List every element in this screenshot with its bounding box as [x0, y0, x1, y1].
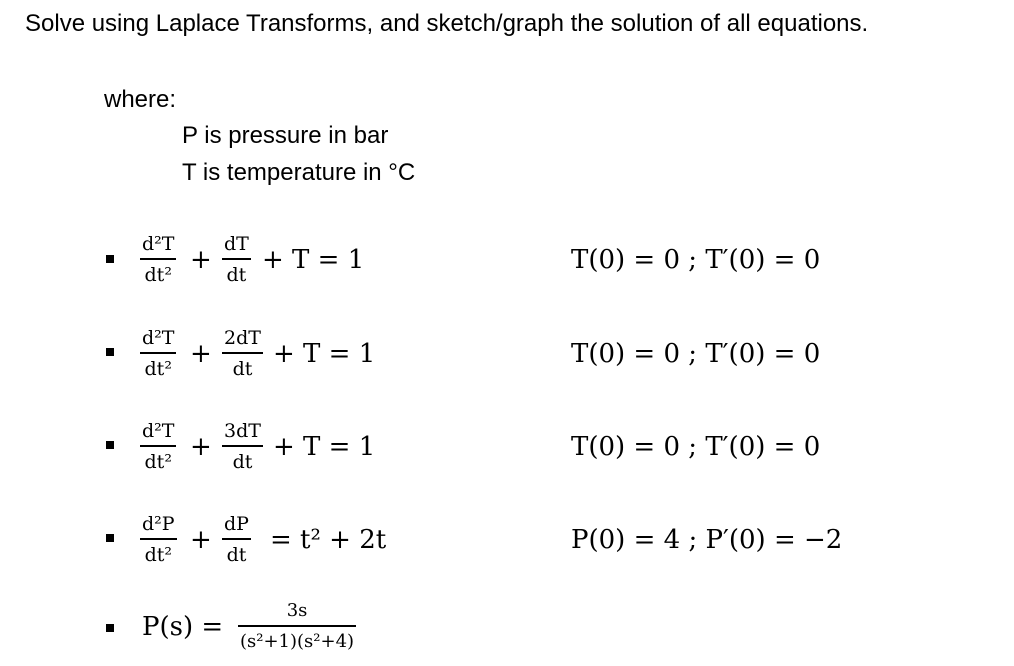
fraction-denominator: dt² — [144, 357, 172, 380]
plus-sign: + — [190, 525, 212, 555]
fraction-denominator: dt² — [144, 543, 172, 566]
initial-conditions: T(0) = 0 ; T′(0) = 0 — [571, 339, 821, 369]
fraction-bar — [140, 352, 176, 354]
fraction-dt-dt — [222, 233, 251, 286]
fraction-bar — [222, 538, 251, 540]
fraction-denominator: dt — [226, 543, 247, 566]
fraction-numerator: d²T — [142, 420, 175, 442]
fraction-dp-dt — [222, 513, 251, 566]
fraction-d2t-dt2 — [140, 233, 176, 286]
equation-rhs: + T = 1 — [273, 432, 376, 462]
fraction-bar — [222, 352, 263, 354]
fraction-3dt-dt — [222, 420, 263, 473]
fraction-d2p-dt2 — [140, 513, 177, 566]
plus-sign: + — [190, 245, 212, 275]
fraction-denominator: dt — [232, 357, 253, 380]
ps-lhs: P(s) = — [142, 612, 224, 642]
initial-conditions: T(0) = 0 ; T′(0) = 0 — [571, 432, 821, 462]
fraction-numerator: 3s — [286, 600, 308, 621]
fraction-bar — [222, 258, 251, 260]
fraction-numerator: d²T — [142, 327, 175, 349]
fraction-denominator: dt² — [144, 263, 172, 286]
fraction-numerator: d²P — [142, 513, 175, 535]
equation-rhs: + T = 1 — [262, 245, 365, 275]
plus-sign: + — [190, 339, 212, 369]
fraction-d2t-dt2 — [140, 327, 176, 380]
where-label: where: — [104, 86, 177, 113]
problem-title: Solve using Laplace Transforms, and sketch/graph the solution of all equations. — [25, 10, 869, 37]
fraction-denominator: dt — [226, 263, 247, 286]
plus-sign: + — [190, 432, 212, 462]
bullet-icon — [106, 255, 114, 263]
bullet-icon — [106, 534, 114, 542]
fraction-denominator: dt² — [144, 450, 172, 473]
fraction-numerator: dP — [224, 513, 249, 535]
fraction-numerator: d²T — [142, 233, 175, 255]
bullet-icon — [106, 348, 114, 356]
fraction-numerator: dT — [224, 233, 249, 255]
fraction-ps — [238, 600, 356, 653]
definition-temperature: T is temperature in °C — [182, 159, 416, 186]
fraction-2dt-dt — [222, 327, 263, 380]
fraction-d2t-dt2 — [140, 420, 176, 473]
initial-conditions: P(0) = 4 ; P′(0) = −2 — [571, 525, 843, 555]
fraction-bar — [140, 258, 176, 260]
bullet-icon — [106, 624, 114, 632]
fraction-bar — [238, 625, 356, 627]
initial-conditions: T(0) = 0 ; T′(0) = 0 — [571, 245, 821, 275]
fraction-numerator: 2dT — [224, 327, 261, 349]
bullet-icon — [106, 441, 114, 449]
fraction-numerator: 3dT — [224, 420, 261, 442]
fraction-bar — [222, 445, 263, 447]
fraction-bar — [140, 538, 177, 540]
fraction-denominator: dt — [232, 450, 253, 473]
fraction-bar — [140, 445, 176, 447]
equation-rhs: = t² + 2t — [270, 525, 387, 555]
definition-pressure: P is pressure in bar — [182, 122, 389, 149]
fraction-denominator: (s²+1)(s²+4) — [240, 630, 355, 652]
equation-rhs: + T = 1 — [273, 339, 376, 369]
